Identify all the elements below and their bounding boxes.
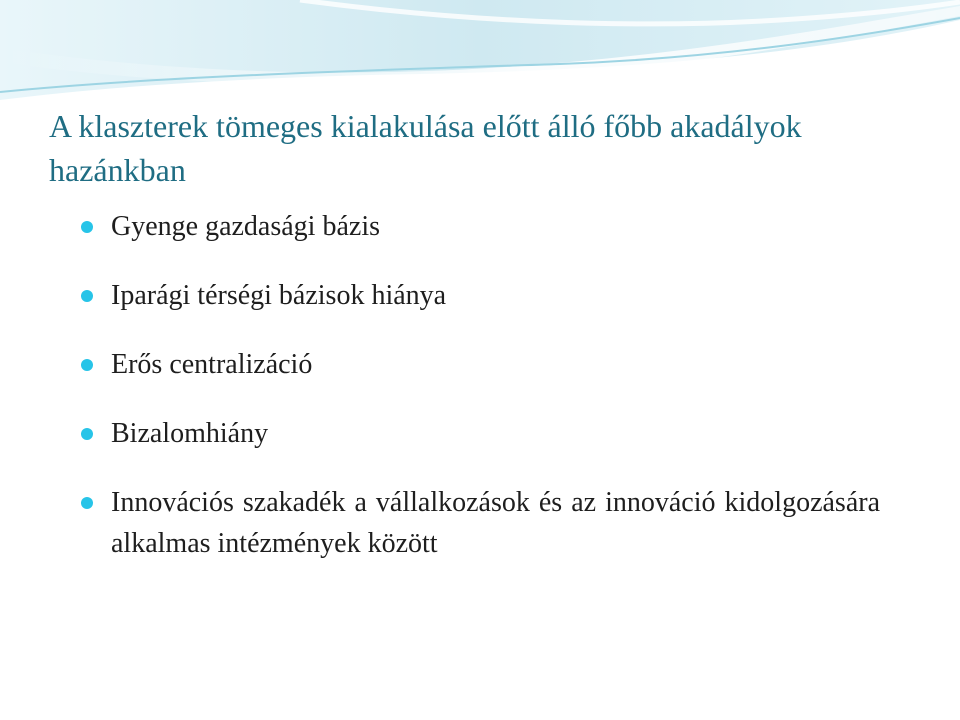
- bullet-dot-icon: [81, 428, 93, 440]
- bullet-item-innovation-gap: [80, 482, 880, 564]
- bullet-text: Innovációs szakadék a vállalkozások és az innováció kidolgozására alkalmas intézmények között: [111, 487, 880, 559]
- bullet-item-distrust: [80, 413, 880, 454]
- bullet-dot-icon: [81, 221, 93, 233]
- bullet-item-economic-base: [80, 206, 880, 247]
- bullet-text: Gyenge gazdasági bázis: [111, 211, 380, 242]
- bullet-text: Iparági térségi bázisok hiánya: [111, 280, 447, 311]
- bullet-list: [80, 206, 880, 592]
- bullet-dot-icon: [81, 497, 93, 509]
- slide-title: A klaszterek tömeges kialakulása előtt álló főbb akadályok hazánkban: [49, 108, 802, 188]
- bullet-item-centralization: [80, 344, 880, 385]
- bullet-text: Erős centralizáció: [111, 349, 313, 380]
- header-swoosh-decoration: [0, 0, 960, 120]
- bullet-dot-icon: [81, 359, 93, 371]
- bullet-dot-icon: [81, 290, 93, 302]
- bullet-text: Bizalomhiány: [111, 418, 269, 449]
- bullet-item-industrial-bases: [80, 275, 880, 316]
